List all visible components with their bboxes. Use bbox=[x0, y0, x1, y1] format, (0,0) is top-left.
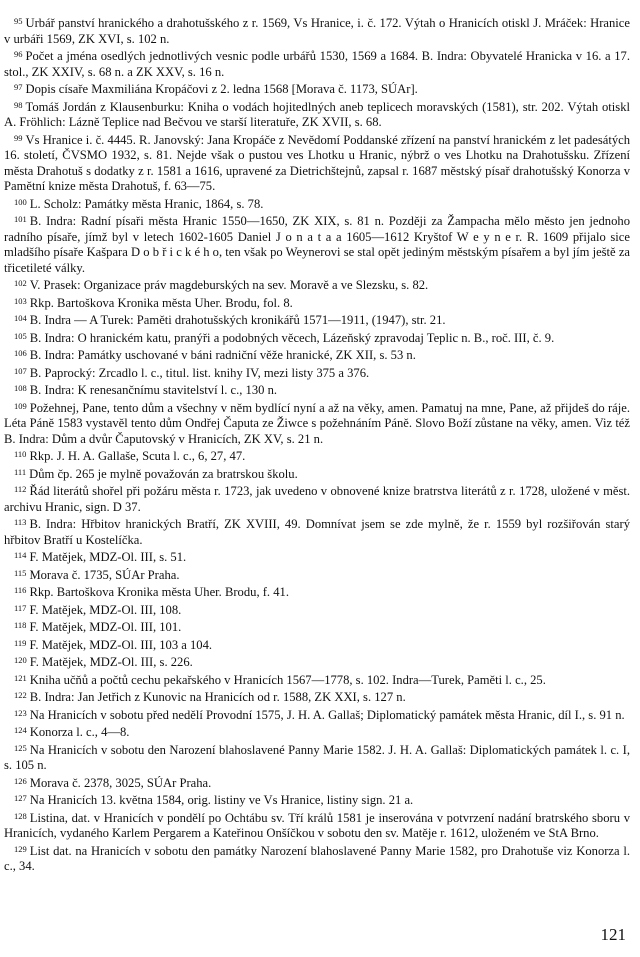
footnote-102 bbox=[4, 276, 630, 294]
footnote-text: List dat. na Hranicích v sobotu den památky Narození blahoslavené Panny Marie 1582, pro Drahotuše viz Konorza l. c., 34. bbox=[4, 843, 630, 873]
footnote-text: F. Matějek, MDZ-Ol. III, 108. bbox=[29, 602, 182, 617]
footnote-number: 124 bbox=[14, 725, 27, 735]
footnote-text: Kniha učňů a počtů cechu pekařského v Hranicích 1567—1778, s. 102. Indra—Turek, Paměti l. c., 25. bbox=[29, 672, 546, 687]
footnote-number: 96 bbox=[14, 49, 23, 59]
footnote-114 bbox=[4, 548, 630, 566]
footnote-number: 99 bbox=[14, 132, 23, 143]
footnote-number: 95 bbox=[14, 16, 23, 26]
footnote-number: 113 bbox=[14, 517, 27, 527]
footnote-number: 104 bbox=[14, 313, 27, 323]
footnote-number: 105 bbox=[14, 330, 27, 341]
footnote-number: 117 bbox=[14, 602, 27, 613]
footnote-text: B. Indra: Hřbitov hranických Bratří, ZK XVIII, 49. Domnívat jsem se zde mylně, že r. 1559 byl rozšiřován starý hřbitov Bratří u Kostelíčka. bbox=[4, 517, 630, 547]
footnote-128 bbox=[4, 809, 630, 842]
footnote-text: V. Prasek: Organizace práv magdeburských na sev. Moravě a ve Slezsku, s. 82. bbox=[29, 278, 429, 292]
footnote-number: 114 bbox=[14, 550, 27, 560]
footnote-text: B. Paprocký: Zrcadlo l. c., titul. list. knihy IV, mezi listy 375 a 376. bbox=[29, 365, 370, 380]
footnote-number: 127 bbox=[14, 793, 27, 803]
footnote-101 bbox=[4, 212, 630, 276]
footnote-number: 116 bbox=[14, 585, 27, 595]
footnote-text: F. Matějek, MDZ-Ol. III, 103 a 104. bbox=[29, 637, 213, 652]
footnote-text: Rkp. Bartoškova Kronika města Uher. Brodu, f. 41. bbox=[29, 585, 289, 599]
footnote-text: Řád literátů shořel při požáru města r. 1723, jak uvedeno v obnovené knize bratrstva literátů z r. 1728, uložené v měst. archivu Hranic, sign. D 37. bbox=[4, 484, 630, 514]
footnote-115 bbox=[4, 566, 630, 584]
footnote-text: Rkp. J. H. A. Gallaše, Scuta l. c., 6, 27, 47. bbox=[29, 449, 246, 463]
footnote-108 bbox=[4, 381, 630, 399]
footnote-text: F. Matějek, MDZ-Ol. III, s. 226. bbox=[29, 655, 193, 669]
footnote-number: 97 bbox=[14, 82, 23, 92]
footnote-number: 126 bbox=[14, 775, 27, 786]
footnote-121 bbox=[4, 671, 630, 689]
footnote-number: 101 bbox=[14, 214, 27, 224]
footnote-number: 106 bbox=[14, 348, 27, 358]
footnote-129 bbox=[4, 842, 630, 875]
footnote-text: Listina, dat. v Hranicích v pondělí po Ochtábu sv. Tří králů 1581 je inserována v potvrzení nadání bratrského sboru v Hranicích, vydaného Karlem Pergarem a Kateřinou Onšíčkou v sobotu den sv. Matěje r. 1612, uloženém ve StA Brno. bbox=[4, 810, 630, 840]
footnote-text: Urbář panství hranického a drahotušského z r. 1569, Vs Hranice, i. č. 172. Výtah o Hranicích otiskl J. Mráček: Hranice v urbáři 1569, ZK XVI, s. 102 n. bbox=[4, 16, 630, 46]
footnote-text: F. Matějek, MDZ-Ol. III, 101. bbox=[29, 620, 182, 634]
footnote-text: Požehnej, Pane, tento dům a všechny v něm bydlící nyní a až na věky, amen. Pamatuj na mne, Pane, až přijdeš do ráje. Léta Páně 1583 vystavěl tento dům Ondřej Čaputa ze Žiwce s požehnáním Páně. Slovo Boží zůstane na věky, amen. Viz též B. Indra: Dům a dvůr Čaputovský v Hranicích, ZK XV, s. 21 n. bbox=[4, 400, 630, 446]
footnote-119 bbox=[4, 636, 630, 654]
footnote-126 bbox=[4, 774, 630, 792]
footnote-122 bbox=[4, 688, 630, 706]
footnote-number: 123 bbox=[14, 707, 27, 718]
footnote-number: 103 bbox=[14, 295, 27, 306]
footnote-text: B. Indra — A Turek: Paměti drahotušských kronikářů 1571—1911, (1947), str. 21. bbox=[29, 313, 446, 327]
footnote-113 bbox=[4, 515, 630, 548]
footnote-text: B. Indra: Jan Jetřich z Kunovic na Hranicích od r. 1588, ZK XXI, s. 127 n. bbox=[29, 690, 406, 704]
footnote-number: 100 bbox=[14, 196, 27, 207]
footnote-124 bbox=[4, 723, 630, 741]
footnote-number: 112 bbox=[14, 484, 27, 494]
footnotes-list bbox=[4, 14, 630, 875]
footnote-105 bbox=[4, 329, 630, 347]
footnote-99 bbox=[4, 131, 630, 195]
footnote-text: Na Hranicích 13. května 1584, orig. listiny ve Vs Hranice, listiny sign. 21 a. bbox=[29, 793, 414, 807]
footnote-103 bbox=[4, 294, 630, 312]
footnote-number: 121 bbox=[14, 672, 27, 683]
footnote-110 bbox=[4, 447, 630, 465]
footnote-120 bbox=[4, 653, 630, 671]
footnote-number: 109 bbox=[14, 400, 27, 411]
footnote-127 bbox=[4, 791, 630, 809]
footnote-125 bbox=[4, 741, 630, 774]
footnote-number: 98 bbox=[14, 99, 23, 110]
footnote-number: 110 bbox=[14, 449, 27, 459]
footnote-text: F. Matějek, MDZ-Ol. III, s. 51. bbox=[29, 550, 187, 564]
footnote-109 bbox=[4, 399, 630, 448]
footnote-text: Na Hranicích v sobotu den Narození blahoslavené Panny Marie 1582. J. H. A. Gallaš: Diplomatických památek l. c. I, s. 105 n. bbox=[4, 742, 630, 772]
footnote-text: B. Indra: K renesančnímu stavitelství l. c., 130 n. bbox=[29, 383, 278, 397]
footnote-96 bbox=[4, 47, 630, 80]
footnote-number: 120 bbox=[14, 655, 27, 665]
footnote-text: Na Hranicích v sobotu před nedělí Provodní 1575, J. H. A. Gallaš; Diplomatický památek města Hranic, díl I., s. 91 n. bbox=[29, 707, 625, 722]
footnote-number: 107 bbox=[14, 365, 27, 376]
footnote-number: 118 bbox=[14, 620, 27, 630]
footnote-number: 115 bbox=[14, 567, 27, 578]
footnote-number: 119 bbox=[14, 637, 27, 648]
footnote-98 bbox=[4, 98, 630, 131]
footnote-text: Počet a jména osedlých jednotlivých vesnic podle urbářů 1530, 1569 a 1684. B. Indra: Obyvatelé Hranicka v 16. a 17. stol., ZK XXIV, s. 68 n. a ZK XXV, s. 16 n. bbox=[4, 49, 630, 79]
footnote-text: Morava č. 1735, SÚAr Praha. bbox=[29, 567, 180, 582]
footnote-number: 125 bbox=[14, 742, 27, 753]
footnote-number: 102 bbox=[14, 278, 27, 288]
footnote-number: 129 bbox=[14, 843, 27, 854]
footnote-97 bbox=[4, 80, 630, 98]
footnote-95 bbox=[4, 14, 630, 47]
footnote-text: Vs Hranice i. č. 4445. R. Janovský: Jana Kropáče z Nevědomí Poddanské zřízení na panství hranickém z let padesátých 16. století, ČVSMO 1932, s. 81. Nejde však o pustou ves Lhotku u Hranic, nýbrž o ves Lhotku na Drahotušsku. Zřízení města Drahotuš s dodatky z r. 1581 a 1616, upravené za Dietrichštejnů, zapsal r. 1687 městský písař drahotušský Konorza v Pamětní knize města Drahotuš, f. 63—75. bbox=[4, 132, 630, 193]
footnote-text: Dopis císaře Maxmiliána Kropáčovi z 2. ledna 1568 [Morava č. 1173, SÚAr]. bbox=[25, 82, 418, 96]
footnote-text: L. Scholz: Památky města Hranic, 1864, s. 78. bbox=[29, 196, 264, 211]
footnote-text: B. Indra: Radní písaři města Hranic 1550—1650, ZK XIX, s. 81 n. Později za Žampacha mělo město jen jednoho radního písaře, jímž byl v letech 1602-1605 Daniel J o n a t a a 1605—1612 Kryštof W e y n e r. R. 1609 přijalo sice mladšího písaře Kašpara D o b ř i c k é h o, ten však po Weynerovi se stal opět jediným městským písařem a byl jím ještě za třicetileté války. bbox=[4, 214, 630, 275]
footnote-number: 111 bbox=[14, 466, 27, 477]
footnote-106 bbox=[4, 346, 630, 364]
footnote-number: 128 bbox=[14, 810, 27, 821]
footnote-123 bbox=[4, 706, 630, 724]
footnote-112 bbox=[4, 482, 630, 515]
footnote-text: Dům čp. 265 je mylně považován za bratrskou školu. bbox=[29, 466, 298, 481]
footnote-text: Tomáš Jordán z Klausenburku: Kniha o vodách hojitedlných aneb teplicech moravských (1581), str. 202. Výtah otiskl A. Fröhlich: Lázně Teplice nad Bečvou ve starší literatuře, ZK XVII, s. 68. bbox=[4, 99, 630, 129]
footnote-text: B. Indra: O hranickém katu, pranýři a podobných věcech, Lázeňský zpravodaj Teplic n. B., roč. III, č. 9. bbox=[29, 330, 555, 345]
footnote-text: Rkp. Bartoškova Kronika města Uher. Brodu, fol. 8. bbox=[29, 295, 293, 310]
footnote-118 bbox=[4, 618, 630, 636]
footnote-number: 108 bbox=[14, 383, 27, 393]
footnote-117 bbox=[4, 601, 630, 619]
footnote-104 bbox=[4, 311, 630, 329]
footnote-107 bbox=[4, 364, 630, 382]
footnote-text: B. Indra: Památky uschované v báni radniční věže hranické, ZK XII, s. 53 n. bbox=[29, 348, 416, 362]
footnote-116 bbox=[4, 583, 630, 601]
footnote-111 bbox=[4, 465, 630, 483]
footnote-text: Konorza l. c., 4—8. bbox=[29, 725, 130, 739]
footnote-100 bbox=[4, 195, 630, 213]
footnote-text: Morava č. 2378, 3025, SÚAr Praha. bbox=[29, 775, 212, 790]
footnote-number: 122 bbox=[14, 690, 27, 700]
page-number: 121 bbox=[600, 925, 626, 944]
